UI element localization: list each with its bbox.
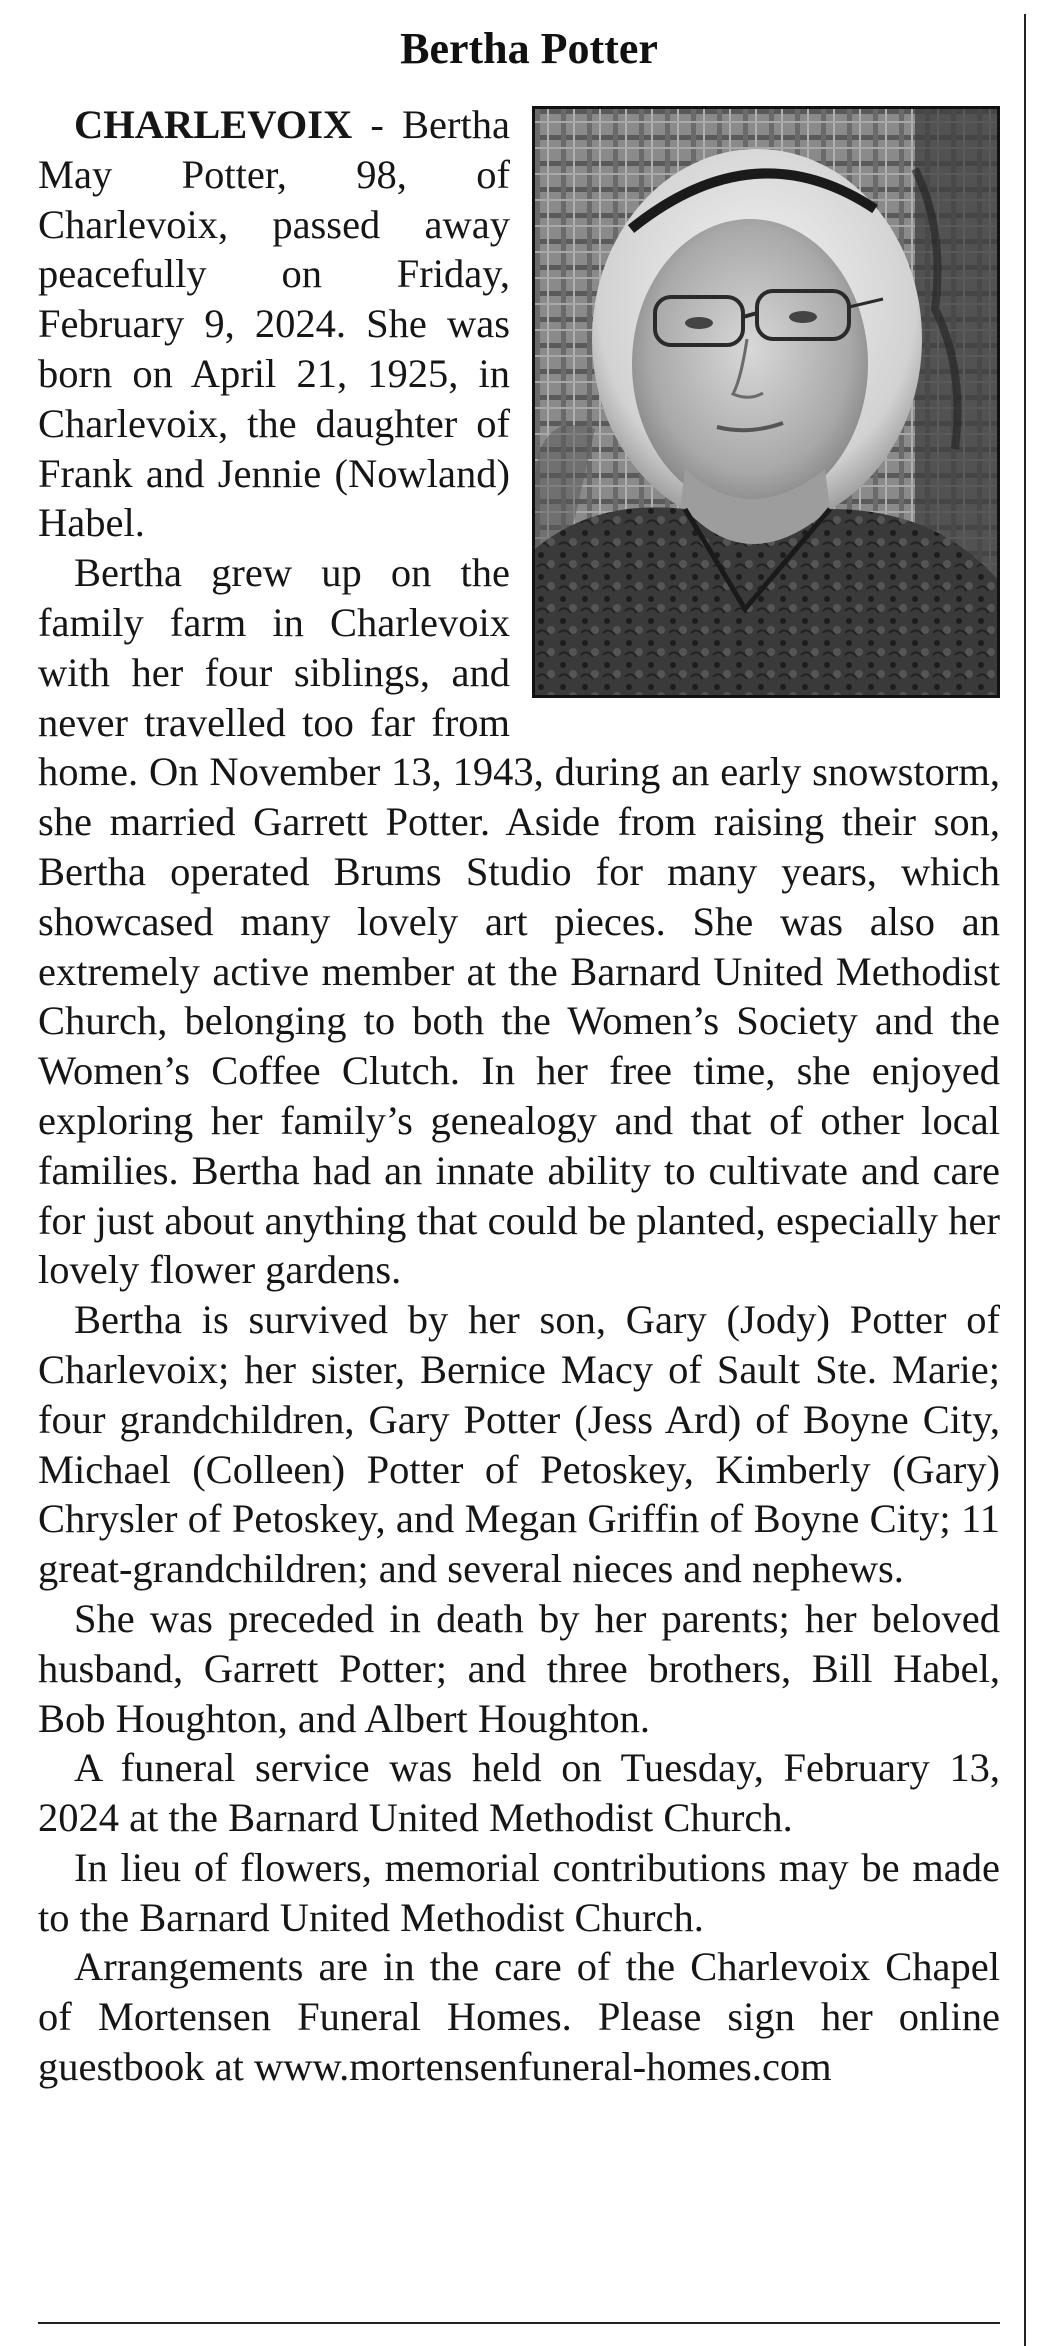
portrait-photo [532,106,1000,698]
paragraph-3: Bertha is survived by her son, Gary (Jody) Potter of Charlevoix; her sister, Bernice Macy of Sault Ste. Marie; four grandchildren, Gary Potter (Jess Ard) of Boyne City, Michael (Colleen) Potter of Petoskey, Kimberly (Gary) Chrysler of Petoskey, and Megan Griffin of Boyne City; 11 great-grandchildren; and several nieces and nephews. [38,1297,1000,1592]
obituary-headline: Bertha Potter [400,24,658,73]
dateline: CHARLEVOIX [74,102,353,147]
obituary-body [38,100,1000,2092]
bottom-rule [38,2322,1000,2324]
portrait-photo-icon [535,109,997,695]
paragraph-6: In lieu of flowers, memorial contributions may be made to the Barnard United Methodist Church. [38,1844,1000,1940]
paragraph-4: She was preceded in death by her parents; her beloved husband, Garrett Potter; and three brothers, Bill Habel, Bob Houghton, and Albert Houghton. [38,1595,1000,1741]
paragraph-7: Arrangements are in the care of the Charlevoix Chapel of Mortensen Funeral Homes. Please sign her online guestbook at www.mortensenfuneral-homes.com [38,1944,1000,2090]
paragraph-2: Bertha grew up on the family farm in Charlevoix with her four siblings, and never travelled too far from home. On November 13, 1943, during an early snowstorm, she married Garrett Potter. Aside from raising their son, Bertha operated Brums Studio for many years, which showcased many lovely art pieces. She was also an extremely active member at the Barnard United Methodist Church, belonging to both the Women’s Society and the Women’s Coffee Clutch. In her free time, she enjoyed exploring her family’s genealogy and that of other local families. Bertha had an innate ability to cultivate and care for just about anything that could be planted, especially her lovely flower gardens. [38,550,1000,1293]
paragraph-1-text: - Bertha May Potter, 98, of Charlevoix, passed away peacefully on Friday, February 9, 2024. She was born on April 21, 1925, in Charlevoix, the daughter of Frank and Jennie (Nowland) Habel. [38,102,510,546]
paragraph-5: A funeral service was held on Tuesday, February 13, 2024 at the Barnard United Methodist Church. [38,1745,1000,1841]
column-rule-right [1024,14,1026,2346]
